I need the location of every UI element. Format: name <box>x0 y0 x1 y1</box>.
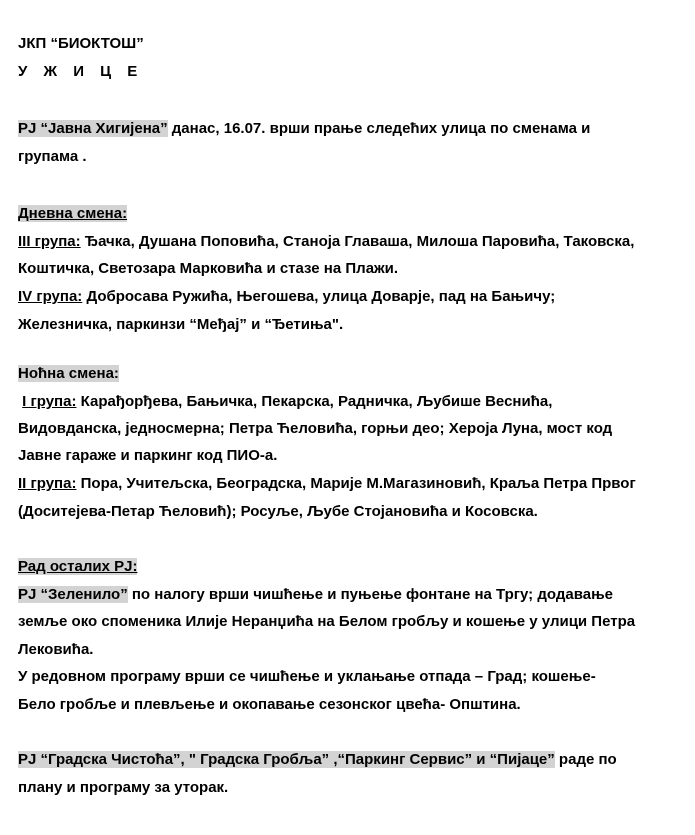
group-4-label: IV група: <box>18 288 83 305</box>
group-1-line-2: Видовданска, једносмерна; Петра Ћеловића, горњи део; Хероја Луна, мост код <box>18 420 613 437</box>
group-4-line-2: Железничка, паркинзи “Међај” и “Ђетиња". <box>18 316 344 333</box>
night-shift-label: Ноћна смена: <box>18 365 119 382</box>
group-3-line-1 <box>18 233 634 251</box>
day-shift-label: Дневна смена: <box>18 205 128 222</box>
zelenilo-line-1 <box>18 586 613 604</box>
zelenilo-text: по налогу врши чишћење и пуњење фонтане на Тргу; додавање <box>127 586 613 603</box>
group-1-line-3: Јавне гараже и паркинг код ПИО-а. <box>18 447 278 464</box>
night-shift-heading <box>18 365 119 383</box>
day-shift-heading <box>18 205 127 223</box>
group-3-line-2: Коштичка, Светозара Марковића и стазе на Плажи. <box>18 260 399 277</box>
group-1-streets: Карађорђева, Бањичка, Пекарска, Радничка, Љубише Веснића, <box>76 393 553 410</box>
intro-text: данас, 16.07. врши прање следећих улица по сменама и <box>167 120 591 137</box>
group-2-label: II група: <box>18 475 77 492</box>
group-2-line-1 <box>18 475 636 493</box>
closing-line-1 <box>18 751 617 769</box>
group-2-line-2: (Доситејева-Петар Ћеловић); Росуље, Љубе Стојановића и Косовска. <box>18 503 538 520</box>
regular-program-line-1: У редовном програму врши се чишћење и уклањање отпада – Град; кошење- <box>18 668 596 685</box>
unit-highlight-zelenilo: РЈ “Зеленило” <box>18 586 128 603</box>
zelenilo-line-2: земље око споменика Илије Неранџића на Белом гробљу и кошење у улици Петра <box>18 613 636 630</box>
group-3-streets: Ђачка, Душана Поповића, Станоја Главаша, Милоша Паровића, Таковска, <box>80 233 635 250</box>
closing-text: раде по <box>554 751 617 768</box>
unit-highlight-javna-higijena: РЈ “Јавна Хигијена” <box>18 120 168 137</box>
regular-program-line-2: Бело гробље и плевљење и окопавање сезонског цвећа- Општина. <box>18 696 521 713</box>
other-units-heading <box>18 558 137 576</box>
closing-line-2: плану и програму за уторак. <box>18 779 229 796</box>
group-4-line-1 <box>18 288 555 306</box>
zelenilo-line-3: Лековића. <box>18 641 94 658</box>
group-1-line-1 <box>18 393 552 411</box>
units-highlight-closing: РЈ “Градска Чистоћа”, " Градска Гробља” ,“Паркинг Сервис” и “Пијаце” <box>18 751 555 768</box>
intro-line-1 <box>18 120 590 138</box>
other-units-label: Рад осталих РЈ: <box>18 558 138 575</box>
intro-line-2: групама . <box>18 148 87 165</box>
company-name: ЈКП “БИОКТОШ” <box>18 35 144 52</box>
group-3-label: III група: <box>18 233 81 250</box>
group-1-label: I група: <box>22 393 77 410</box>
group-2-streets: Пора, Учитељска, Београдска, Марије М.Магазиновић, Краља Петра Првог <box>76 475 636 492</box>
city-name: У Ж И Ц Е <box>18 63 144 80</box>
group-4-streets: Добросава Ружића, Његошева, улица Доварје, пад на Бањичу; <box>82 288 556 305</box>
